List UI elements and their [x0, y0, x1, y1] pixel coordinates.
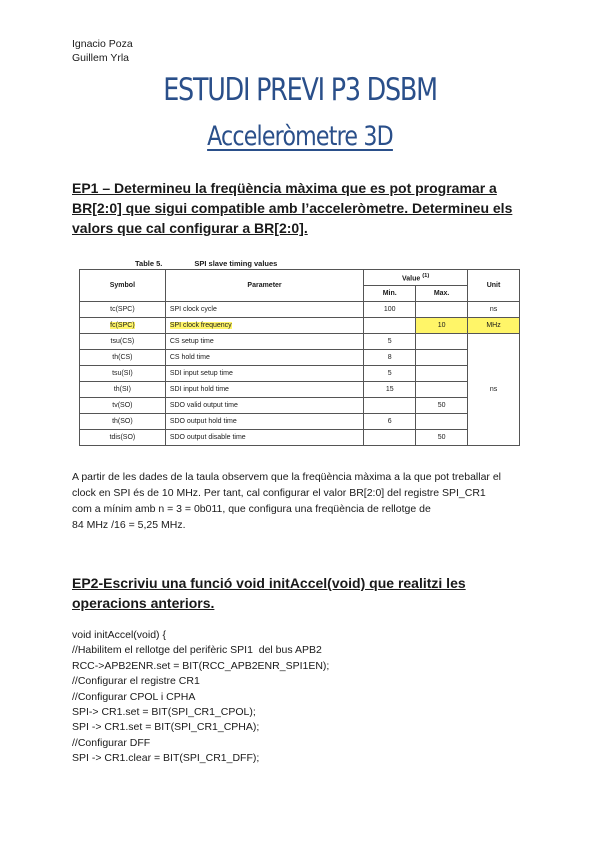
table-row: [80, 414, 520, 430]
header-min: Min.: [364, 286, 416, 302]
table-caption-title: SPI slave timing values: [194, 259, 278, 268]
cell-symbol: tsu(SI): [80, 366, 166, 382]
cell-min: 100: [364, 302, 416, 318]
header-value-label: Value: [401, 275, 421, 283]
cell-max: [416, 382, 468, 398]
code-line: void initAccel(void) {: [72, 629, 166, 641]
cell-unit: ns: [468, 302, 520, 318]
author-2: Guillem Yrla: [72, 52, 129, 64]
cell-max: [416, 414, 468, 430]
ep2-heading: EP2-Escriviu una funció void initAccel(void) que realitzi les operacions anteriors.: [72, 575, 466, 611]
page-subtitle: Acceleròmetre 3D: [207, 121, 393, 152]
page-title: ESTUDI PREVI P3 DSBM: [163, 72, 437, 108]
cell-symbol: th(CS): [80, 350, 166, 366]
cell-symbol: tdis(SO): [80, 430, 166, 446]
cell-max: [416, 302, 468, 318]
cell-max: 50: [416, 430, 468, 446]
code-line: SPI -> CR1.clear = BIT(SPI_CR1_DFF);: [72, 752, 260, 765]
paragraph-line: A partir de les dades de la taula observem que la freqüència màxima a la que pot treballar el: [72, 471, 502, 483]
authors: [72, 37, 133, 65]
header-value-note: (1): [422, 272, 430, 279]
cell-max: 50: [416, 398, 468, 414]
cell-max: [416, 366, 468, 382]
code-line: //Configurar el registre CR1: [72, 675, 200, 688]
cell-parameter: SDO output hold time: [165, 414, 363, 430]
header-parameter: Parameter: [165, 270, 363, 302]
paragraph-line: clock en SPI és de 10 MHz. Per tant, cal configurar el valor BR[2:0] del registre SPI_CR1: [72, 487, 486, 499]
cell-symbol: tv(SO): [80, 398, 166, 414]
cell-parameter: SPI clock cycle: [165, 302, 363, 318]
highlight: fc(SPC): [110, 322, 135, 329]
table-row: [80, 334, 520, 350]
table-row-highlighted: [80, 318, 520, 334]
table-row: [80, 350, 520, 366]
cell-max: 10: [416, 318, 468, 334]
cell-symbol: [80, 318, 166, 334]
code-block: [72, 628, 329, 767]
author-1: Ignacio Poza: [72, 38, 133, 50]
cell-max: [416, 350, 468, 366]
spi-timing-table: [79, 269, 520, 446]
code-line: //Configurar DFF: [72, 736, 151, 749]
header-max: Max.: [416, 286, 468, 302]
cell-min: 6: [364, 414, 416, 430]
paragraph-line: 84 MHz /16 = 5,25 MHz.: [72, 519, 186, 531]
cell-symbol: th(SO): [80, 414, 166, 430]
ep1-answer-paragraph: [72, 469, 532, 533]
highlight: SPI clock frequency: [169, 322, 232, 329]
table-row: [80, 430, 520, 446]
code-line: //Configurar CPOL i CPHA: [72, 690, 196, 703]
cell-parameter: SDO valid output time: [165, 398, 363, 414]
cell-parameter: CS setup time: [165, 334, 363, 350]
table-row: [80, 366, 520, 382]
cell-min: 8: [364, 350, 416, 366]
cell-symbol: tc(SPC): [80, 302, 166, 318]
table-row: [80, 398, 520, 414]
cell-min: [364, 318, 416, 334]
code-line: SPI -> CR1.set = BIT(SPI_CR1_CPHA);: [72, 721, 260, 734]
code-line: //Habilitem el rellotge del perifèric SPI1 del bus APB2: [72, 644, 322, 657]
cell-symbol: tsu(CS): [80, 334, 166, 350]
header-symbol: Symbol: [80, 270, 166, 302]
paragraph-line: com a mínim amb n = 3 = 0b011, que configura una freqüència de rellotge de: [72, 503, 431, 515]
cell-min: 5: [364, 366, 416, 382]
cell-symbol: th(SI): [80, 382, 166, 398]
cell-unit-merged: ns: [468, 334, 520, 446]
cell-min: [364, 398, 416, 414]
table-row: [80, 382, 520, 398]
cell-parameter: SDO output disable time: [165, 430, 363, 446]
header-value: [364, 270, 468, 286]
code-line: RCC->APB2ENR.set = BIT(RCC_APB2ENR_SPI1EN);: [72, 659, 330, 672]
table-row: [80, 302, 520, 318]
cell-unit: MHz: [468, 318, 520, 334]
cell-parameter: [165, 318, 363, 334]
code-line: SPI-> CR1.set = BIT(SPI_CR1_CPOL);: [72, 706, 256, 719]
ep1-heading: EP1 – Determineu la freqüència màxima que es pot programar a BR[2:0] que sigui compatible amb l’acceleròmetre. Determineu els valors que cal configurar a BR[2:0].: [72, 180, 513, 236]
table-caption-number: Table 5.: [135, 259, 163, 268]
header-unit: Unit: [468, 270, 520, 302]
cell-parameter: SDI input hold time: [165, 382, 363, 398]
cell-min: 15: [364, 382, 416, 398]
cell-max: [416, 334, 468, 350]
cell-parameter: SDI input setup time: [165, 366, 363, 382]
cell-min: 5: [364, 334, 416, 350]
cell-parameter: CS hold time: [165, 350, 363, 366]
cell-min: [364, 430, 416, 446]
table-caption: [135, 259, 309, 268]
